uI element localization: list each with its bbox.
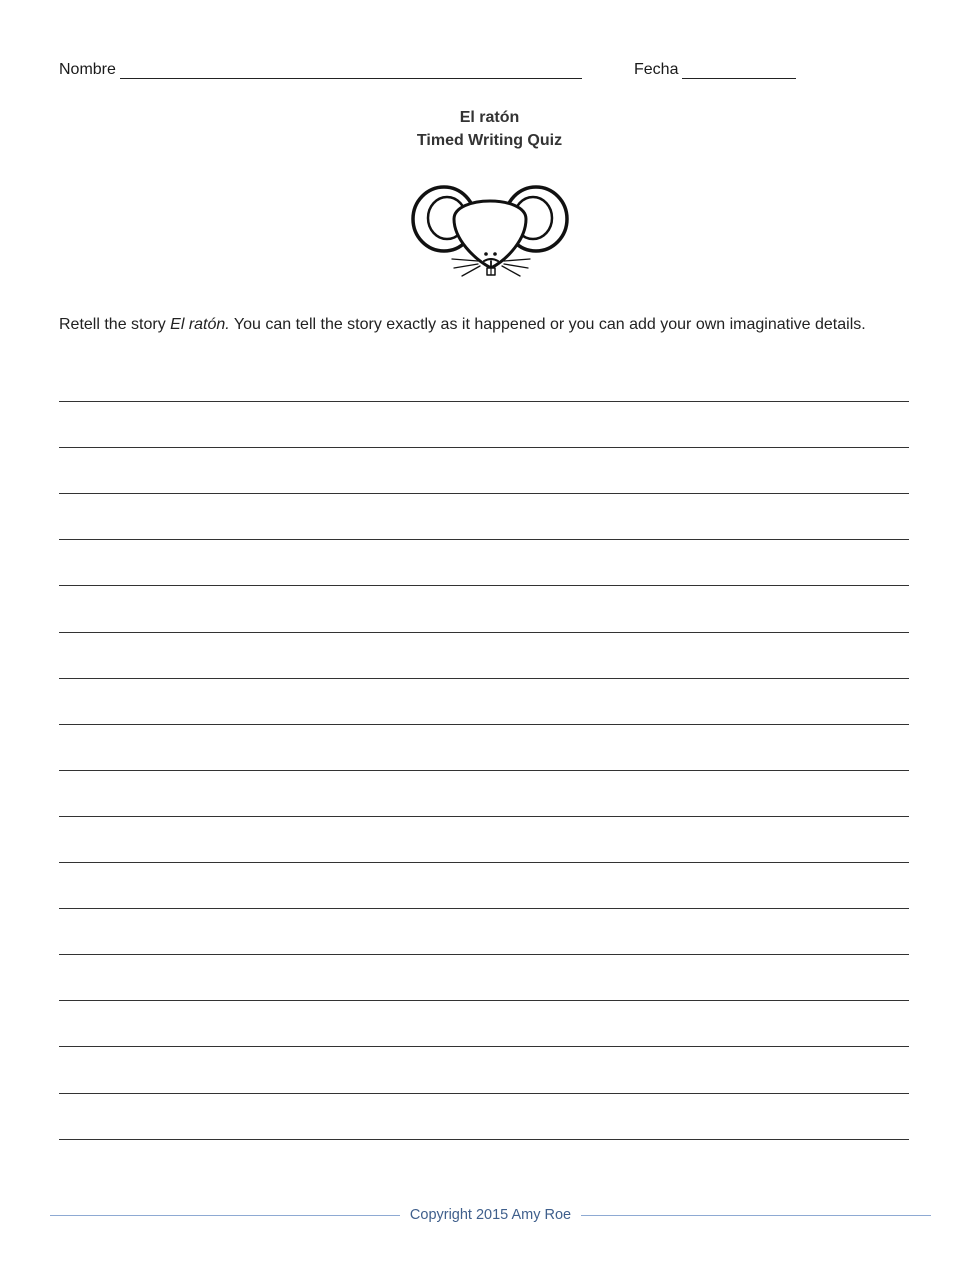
writing-line[interactable]: [59, 447, 909, 448]
writing-line[interactable]: [59, 816, 909, 817]
footer-rule-right: [581, 1215, 931, 1216]
writing-line[interactable]: [59, 678, 909, 679]
student-info-row: [59, 60, 919, 84]
writing-line[interactable]: [59, 1093, 909, 1094]
writing-line[interactable]: [59, 908, 909, 909]
worksheet-title: [0, 106, 979, 152]
writing-line[interactable]: [59, 862, 909, 863]
writing-line[interactable]: [59, 493, 909, 494]
writing-line[interactable]: [59, 954, 909, 955]
date-field[interactable]: [634, 60, 796, 79]
footer: [50, 1203, 931, 1227]
story-title: El ratón: [459, 109, 520, 126]
writing-line[interactable]: [59, 1000, 909, 1001]
prompt-text-start: Retell the story: [59, 316, 171, 333]
prompt-story-title: El ratón.: [170, 316, 230, 333]
writing-line[interactable]: [59, 1046, 909, 1047]
mouse-face-icon: [408, 175, 574, 289]
footer-rule-left: [50, 1215, 400, 1216]
writing-line[interactable]: [59, 401, 909, 402]
name-label: Nombre: [59, 61, 116, 78]
writing-line[interactable]: [59, 585, 909, 586]
date-label: Fecha: [634, 61, 679, 78]
writing-line[interactable]: [59, 724, 909, 725]
quiz-title: Timed Writing Quiz: [416, 132, 563, 149]
copyright-text: Copyright 2015 Amy Roe: [409, 1207, 572, 1223]
writing-line[interactable]: [59, 770, 909, 771]
writing-line[interactable]: [59, 1139, 909, 1140]
prompt-text-end: You can tell the story exactly as it happened or you can add your own imaginative details.: [229, 316, 866, 333]
name-blank-line[interactable]: [120, 60, 582, 79]
writing-prompt: [59, 313, 919, 337]
name-field[interactable]: [59, 60, 582, 79]
writing-line[interactable]: [59, 632, 909, 633]
writing-line[interactable]: [59, 539, 909, 540]
date-blank-line[interactable]: [682, 60, 796, 79]
